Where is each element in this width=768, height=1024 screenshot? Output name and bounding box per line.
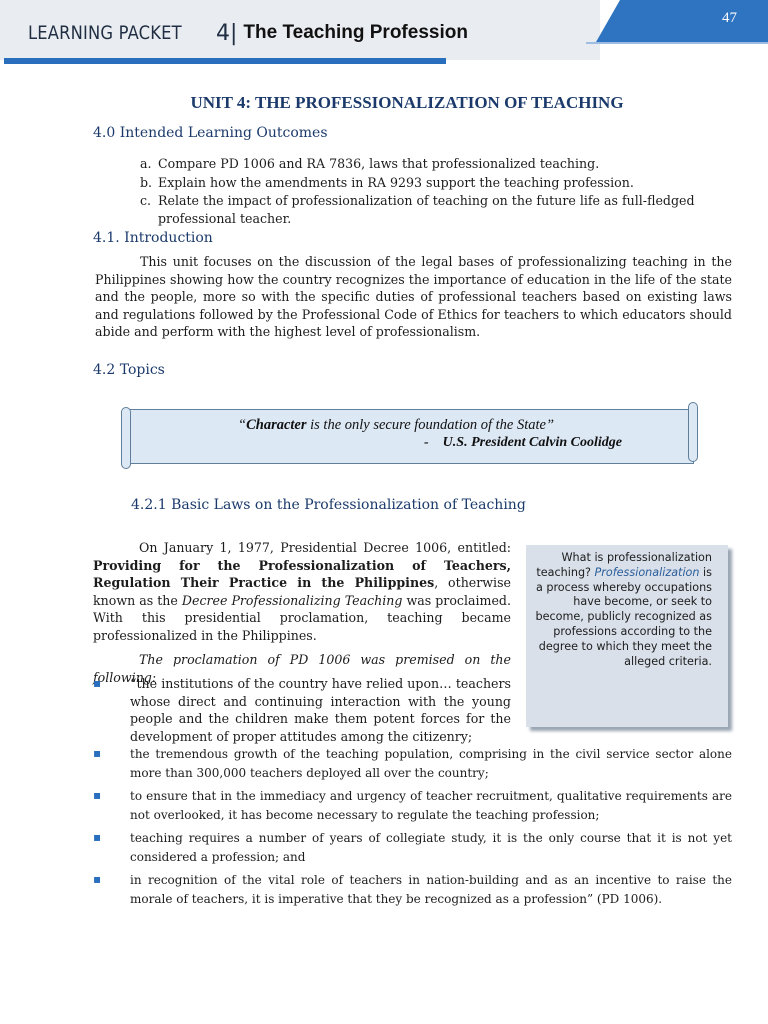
page-number-tab <box>596 0 768 42</box>
introduction-text: This unit focuses on the discussion of the legal bases of professionalizing teaching in the Philippines showing how the country recognizes the importance of education in the life of the state and the people, more so with the specific duties of professional teachers based on existing laws and regulations followed by the Professional Code of Ethics for teachers to which educators should abide and perform with the highest level of professionalism. <box>95 254 732 339</box>
list-item: ▪ “the institutions of the country have relied upon… teachers whose direct and continuing interaction with the young people and the children make them potent forces for the development of proper attitudes among the citizenry; <box>93 675 511 745</box>
premise-line: The proclamation of PD 1006 was premised on the following: <box>93 652 511 685</box>
packet-label: LEARNING PACKET <box>28 22 182 44</box>
basic-laws-heading: 4.2.1 Basic Laws on the Professionalization of Teaching <box>131 497 526 513</box>
premise-list-wide <box>93 745 732 913</box>
header-rule <box>4 58 446 64</box>
outcomes-list <box>140 155 732 228</box>
scroll-roll-left <box>121 407 131 469</box>
outcome-item: b. Explain how the amendments in RA 9293 support the teaching profession. <box>140 174 634 190</box>
list-item: ▪ teaching requires a number of years of collegiate study, it is the only course that it is not yet considered a profession; and <box>93 829 732 866</box>
definition-sidebox <box>526 545 728 727</box>
page-tab-underline <box>586 42 768 44</box>
packet-number: 4 <box>216 20 230 46</box>
quote-text: “Character is the only secure foundation of the State” <box>238 417 555 433</box>
subject-title: The Teaching Profession <box>243 22 468 43</box>
sidebox-question: What is professionalization teaching? <box>536 551 712 579</box>
premise-list-narrow <box>93 675 511 745</box>
unit-title: UNIT 4: THE PROFESSIONALIZATION OF TEACHING <box>190 93 624 112</box>
list-item: ▪ in recognition of the vital role of teachers in nation-building and as an incentive to raise the morale of teachers, it is imperative that they be recognized as a profession” (PD 1006). <box>93 871 732 908</box>
sidebox-definition: is a process whereby occupations have become, or seek to become, publicly recognized as professions according to the degree to which they meet the alleged criteria. <box>535 565 712 668</box>
list-item: ▪ to ensure that in the immediacy and urgency of teacher recruitment, qualitative requirements are not overlooked, it has become necessary to regulate the teaching profession; <box>93 787 732 824</box>
quote-author: - U.S. President Calvin Coolidge <box>424 435 622 450</box>
list-item: ▪ the tremendous growth of the teaching population, comprising in the civil service sector alone more than 300,000 teachers deployed all over the country; <box>93 745 732 782</box>
outcomes-heading: 4.0 Intended Learning Outcomes <box>93 125 328 141</box>
pd1006-paragraph: On January 1, 1977, Presidential Decree 1006, entitled: Providing for the Professionalization of Teachers, Regulation Their Practice in the Philippines, otherwise known as the Decree Professionalizing Teaching was proclaimed. With this presidential proclamation, teaching became professionalized in the Philippines. <box>93 540 511 643</box>
sidebox-term: Professionalization <box>594 565 700 579</box>
header-separator: | <box>230 20 238 46</box>
quote-scroll <box>118 402 700 470</box>
outcome-item: a. Compare PD 1006 and RA 7836, laws that professionalized teaching. <box>140 156 600 171</box>
topics-heading: 4.2 Topics <box>93 362 165 378</box>
introduction-heading: 4.1. Introduction <box>93 230 213 246</box>
scroll-roll-right <box>688 402 698 462</box>
header-title <box>28 18 468 48</box>
page-number: 47 <box>722 10 737 26</box>
outcome-item: c. Relate the impact of professionalization of teaching on the future life as full-fledged professional teacher. <box>140 193 695 226</box>
